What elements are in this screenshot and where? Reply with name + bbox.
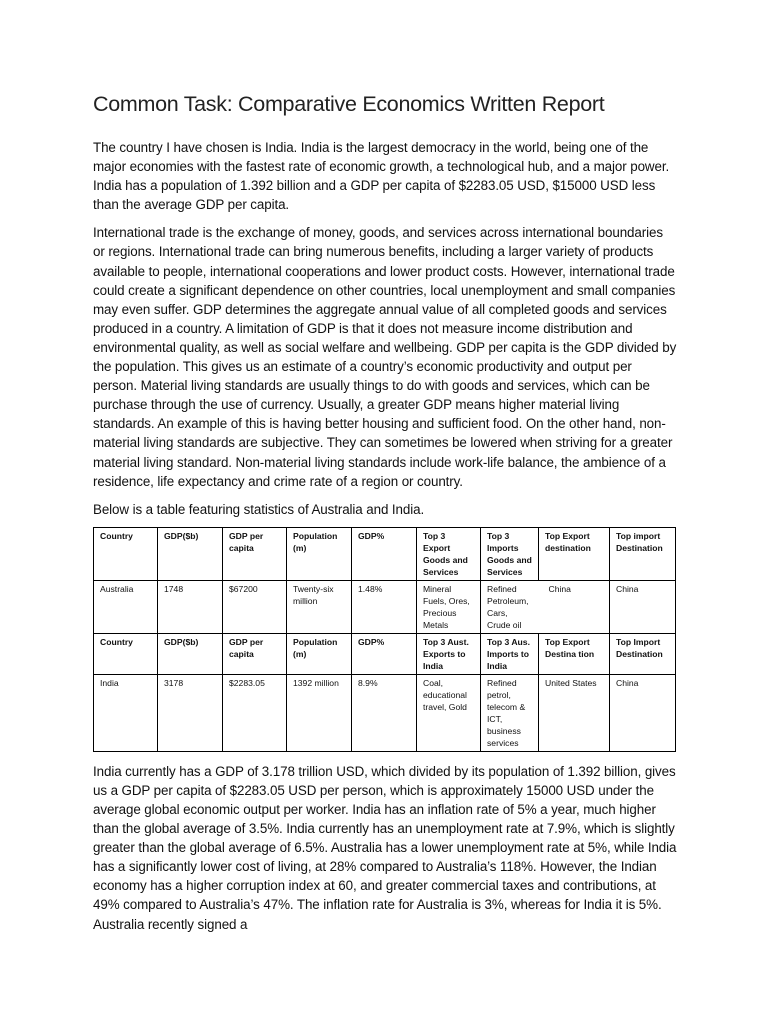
header-cell: Top import Destination — [610, 527, 676, 580]
data-cell: United States — [539, 674, 610, 751]
data-cell: 1.48% — [352, 580, 417, 633]
data-cell: Refined Petroleum, Cars, Crude oil — [481, 580, 539, 633]
header-cell: Top 3 Aust. Exports to India — [417, 633, 481, 674]
data-cell: 1392 million — [287, 674, 352, 751]
header-cell: Population (m) — [287, 633, 352, 674]
header-cell: Top Import Destination — [610, 633, 676, 674]
data-cell: China — [610, 674, 676, 751]
header-cell: GDP% — [352, 527, 417, 580]
header-cell: GDP($b) — [158, 527, 223, 580]
data-cell: 3178 — [158, 674, 223, 751]
statistics-table — [93, 527, 676, 752]
report-title: Common Task: Comparative Economics Written Report — [93, 92, 605, 116]
data-cell: China — [539, 580, 610, 633]
data-cell: Mineral Fuels, Ores, Precious Metals — [417, 580, 481, 633]
header-cell: Top 3 Imports Goods and Services — [481, 527, 539, 580]
header-cell: Top 3 Export Goods and Services — [417, 527, 481, 580]
data-cell: 8.9% — [352, 674, 417, 751]
header-cell: Population (m) — [287, 527, 352, 580]
data-cell: Twenty-six million — [287, 580, 352, 633]
table-row-india — [94, 674, 676, 751]
header-cell: GDP% — [352, 633, 417, 674]
header-cell: GDP($b) — [158, 633, 223, 674]
data-cell: $2283.05 — [223, 674, 287, 751]
table-header-row-india — [94, 633, 676, 674]
india-analysis-paragraph: India currently has a GDP of 3.178 trillion USD, which divided by its population of 1.392 billion, gives us a GDP per capita of $2283.05 USD per person, which is approximately 15000 USD under the average global economic output per worker. India has an inflation rate of 5% a year, much higher than the global average of 3.5%. India currently has an unemployment rate at 7.9%, which is slightly greater than the global average of 6.5%. Australia has a lower unemployment rate at 5%, while India has a significantly lower cost of living, at 28% compared to Australia’s 118%. However, the Indian economy has a higher corruption index at 60, and greater commercial taxes and contributions, at 49% compared to Australia’s 47%. The inflation rate for Australia is 3%, whereas for India it is 5%. Australia recently signed a — [93, 763, 677, 932]
header-cell: Top Export destination — [539, 527, 610, 580]
trade-paragraph: International trade is the exchange of money, goods, and services across international boundaries or regions. International trade can bring numerous benefits, including a larger variety of products available to people, international cooperations and lower product costs. However, international trade could create a significant dependence on other countries, local unemployment and small companies may even suffer. GDP determines the aggregate annual value of all completed goods and services produced in a country. A limitation of GDP is that it does not measure income distribution and environmental quality, as well as social welfare and wellbeing. GDP per capita is the GDP divided by the population. This gives us an estimate of a country’s economic productivity and output per person. Material living standards are usually things to do with goods and services, which can be purchase through the use of currency. Usually, a greater GDP means higher material living standards. An example of this is having better housing and sufficient food. On the other hand, non-material living standards are subjective. They can sometimes be lowered when striving for a greater material living standard. Non-material living standards include work-life balance, the ambience of a residence, life expectancy and crime rate of a region or country. — [93, 225, 677, 489]
header-cell: Top Export Destina tion — [539, 633, 610, 674]
header-cell: GDP per capita — [223, 527, 287, 580]
header-cell: GDP per capita — [223, 633, 287, 674]
data-cell: 1748 — [158, 580, 223, 633]
data-cell: Australia — [94, 580, 158, 633]
header-cell: Country — [94, 633, 158, 674]
table-row-australia — [94, 580, 676, 633]
intro-paragraph: The country I have chosen is India. India is the largest democracy in the world, being one of the major economies with the fastest rate of economic growth, a technological hub, and a major power. India has a population of 1.392 billion and a GDP per capita of $2283.05 USD, $15000 USD less than the average GDP per capita. — [93, 140, 670, 213]
table-header-row-australia — [94, 527, 676, 580]
data-cell: $67200 — [223, 580, 287, 633]
data-cell: Coal, educational travel, Gold — [417, 674, 481, 751]
data-cell: China — [610, 580, 676, 633]
document-page — [93, 88, 678, 934]
data-cell: India — [94, 674, 158, 751]
table-intro-paragraph: Below is a table featuring statistics of Australia and India. — [93, 501, 425, 517]
data-cell: Refined petrol, telecom & ICT, business services — [481, 674, 539, 751]
header-cell: Top 3 Aus. Imports to India — [481, 633, 539, 674]
header-cell: Country — [94, 527, 158, 580]
